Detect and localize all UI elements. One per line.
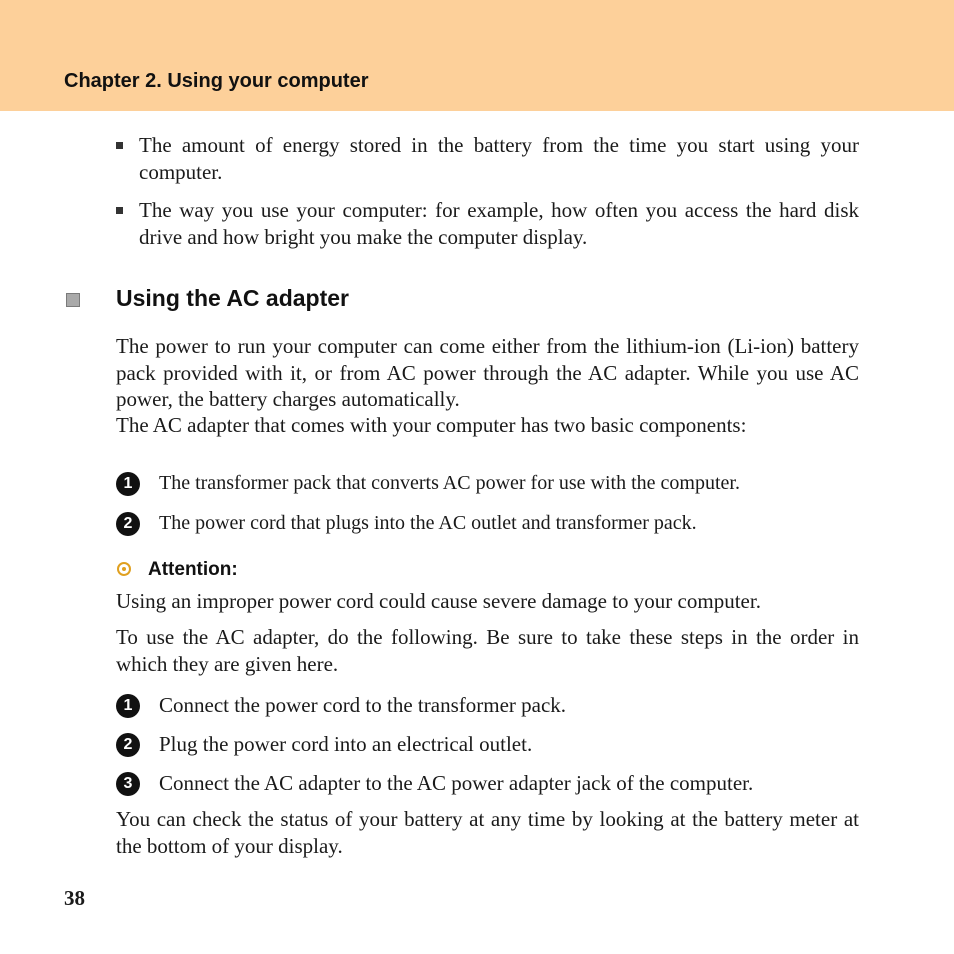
number-1-icon: 1 (116, 694, 140, 718)
number-3-icon: 3 (116, 772, 140, 796)
number-2-icon: 2 (116, 733, 140, 757)
section-square-icon (66, 293, 80, 307)
attention-icon (117, 562, 131, 576)
attention-label: Attention: (148, 559, 238, 580)
component-item: The power cord that plugs into the AC outlet and transformer pack. (159, 512, 697, 534)
step-item: Connect the power cord to the transformer pack. (159, 693, 567, 717)
number-1-icon: 1 (116, 472, 140, 496)
closing-paragraph: You can check the status of your battery at any time by looking at the battery meter at the bottom of your display. (116, 807, 859, 858)
chapter-title: Chapter 2. Using your computer (64, 70, 369, 92)
square-bullet-icon (116, 207, 123, 214)
number-2-icon: 2 (116, 512, 140, 536)
step-item: Plug the power cord into an electrical outlet. (159, 732, 533, 756)
component-item: The transformer pack that converts AC power for use with the computer. (159, 472, 740, 494)
attention-text: Using an improper power cord could cause severe damage to your computer. (116, 589, 761, 613)
page-number: 38 (64, 886, 85, 910)
steps-intro: To use the AC adapter, do the following. Be sure to take these steps in the order in which they are given here. (116, 625, 859, 676)
intro-paragraph: The power to run your computer can come either from the lithium-ion (Li-ion) battery pack provided with it, or from AC power through the AC adapter. While you use AC power, the battery charges automatically. (116, 334, 859, 411)
bullet-item: The amount of energy stored in the battery from the time you start using your computer. (139, 133, 859, 184)
square-bullet-icon (116, 142, 123, 149)
step-item: Connect the AC adapter to the AC power adapter jack of the computer. (159, 771, 754, 795)
components-intro: The AC adapter that comes with your computer has two basic components: (116, 413, 747, 437)
bullet-item: The way you use your computer: for example, how often you access the hard disk drive and how bright you make the computer display. (139, 198, 859, 249)
section-heading: Using the AC adapter (116, 285, 350, 311)
chapter-header-bar (0, 0, 954, 111)
